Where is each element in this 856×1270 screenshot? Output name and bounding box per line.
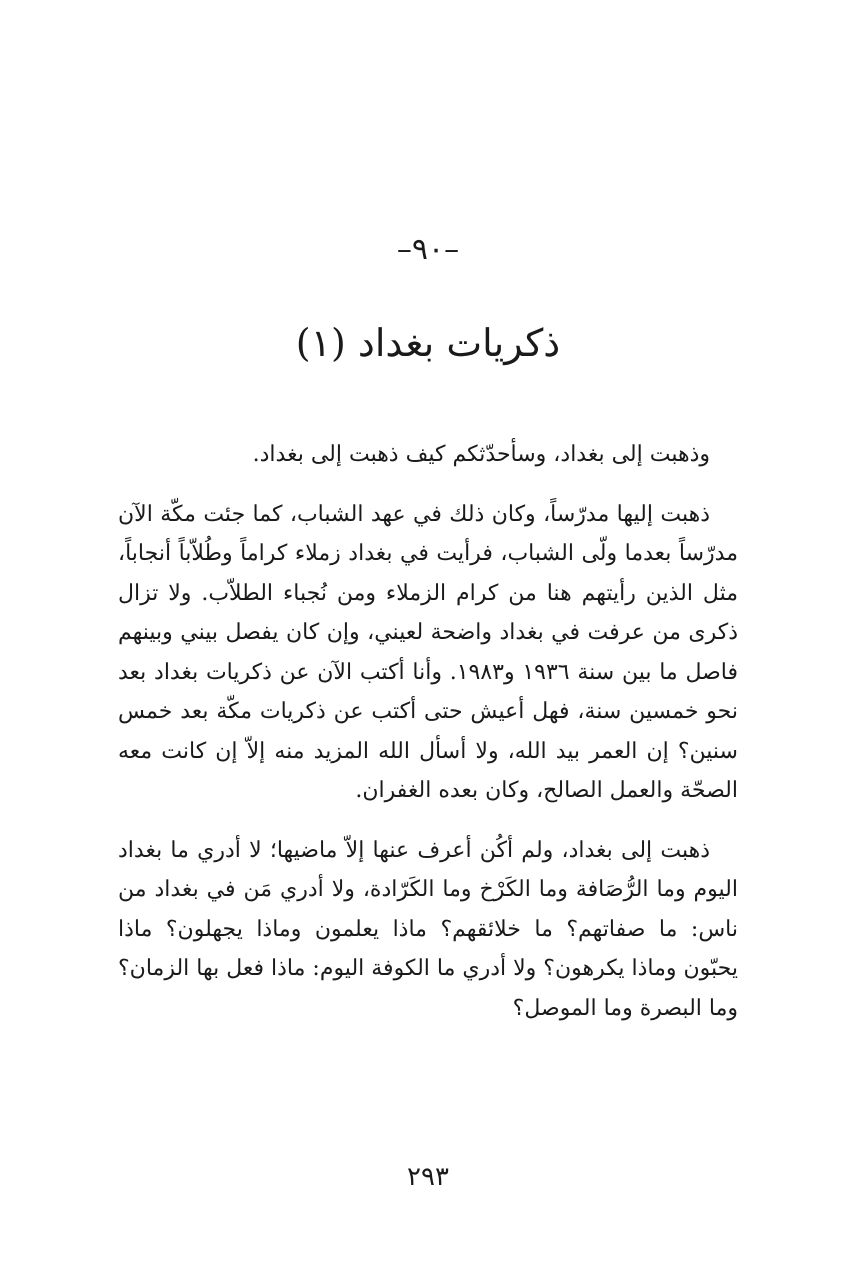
paragraph-1: وذهبت إلى بغداد، وسأحدّثكم كيف ذهبت إلى بغداد. xyxy=(252,442,710,467)
page-number: ٢٩٣ xyxy=(407,1162,449,1192)
chapter-number: –٩٠– xyxy=(396,232,460,267)
paragraph-2: ذهبت إليها مدرّساً، وكان ذلك في عهد الشباب، كما جئت مكّة الآن مدرّساً بعدما ولّى الشباب، فرأيت في بغداد زملاء كراماً وطُلاّباً أنجاباً، مثل الذين رأيتهم هنا من كرام الزملاء ومن نُجباء الطلاّب. ولا تزال ذكرى من عرفت في بغداد واضحة لعيني، وإن كان يفصل بيني وبينهم فاصل ما بين سنة ١٩٣٦ و١٩٨٣. وأنا أكتب الآن عن ذكريات بغداد بعد نحو خمسين سنة، فهل أعيش حتى أكتب عن ذكريات مكّة بعد خمس سنين؟ إن العمر بيد الله، ولا أسأل الله المزيد منه إلاّ إن كانت معه الصحّة والعمل الصالح، وكان بعده الغفران. xyxy=(118,501,739,803)
chapter-title: ذكريات بغداد (١) xyxy=(295,321,561,365)
paragraph-3: ذهبت إلى بغداد، ولم أكُن أعرف عنها إلاّ ماضيها؛ لا أدري ما بغداد اليوم وما الرُّصَافة وما الكَرْخ وما الكَرّادة، ولا أدري مَن في بغداد من ناس: ما صفاتهم؟ ما خلائقهم؟ ماذا يعلمون وماذا يجهلون؟ ماذا يحبّون وماذا يكرهون؟ ولا أدري ما الكوفة اليوم: ماذا فعل بها الزمان؟ وما البصرة وما الموصل؟ xyxy=(118,837,738,1021)
body-text xyxy=(118,435,738,1028)
